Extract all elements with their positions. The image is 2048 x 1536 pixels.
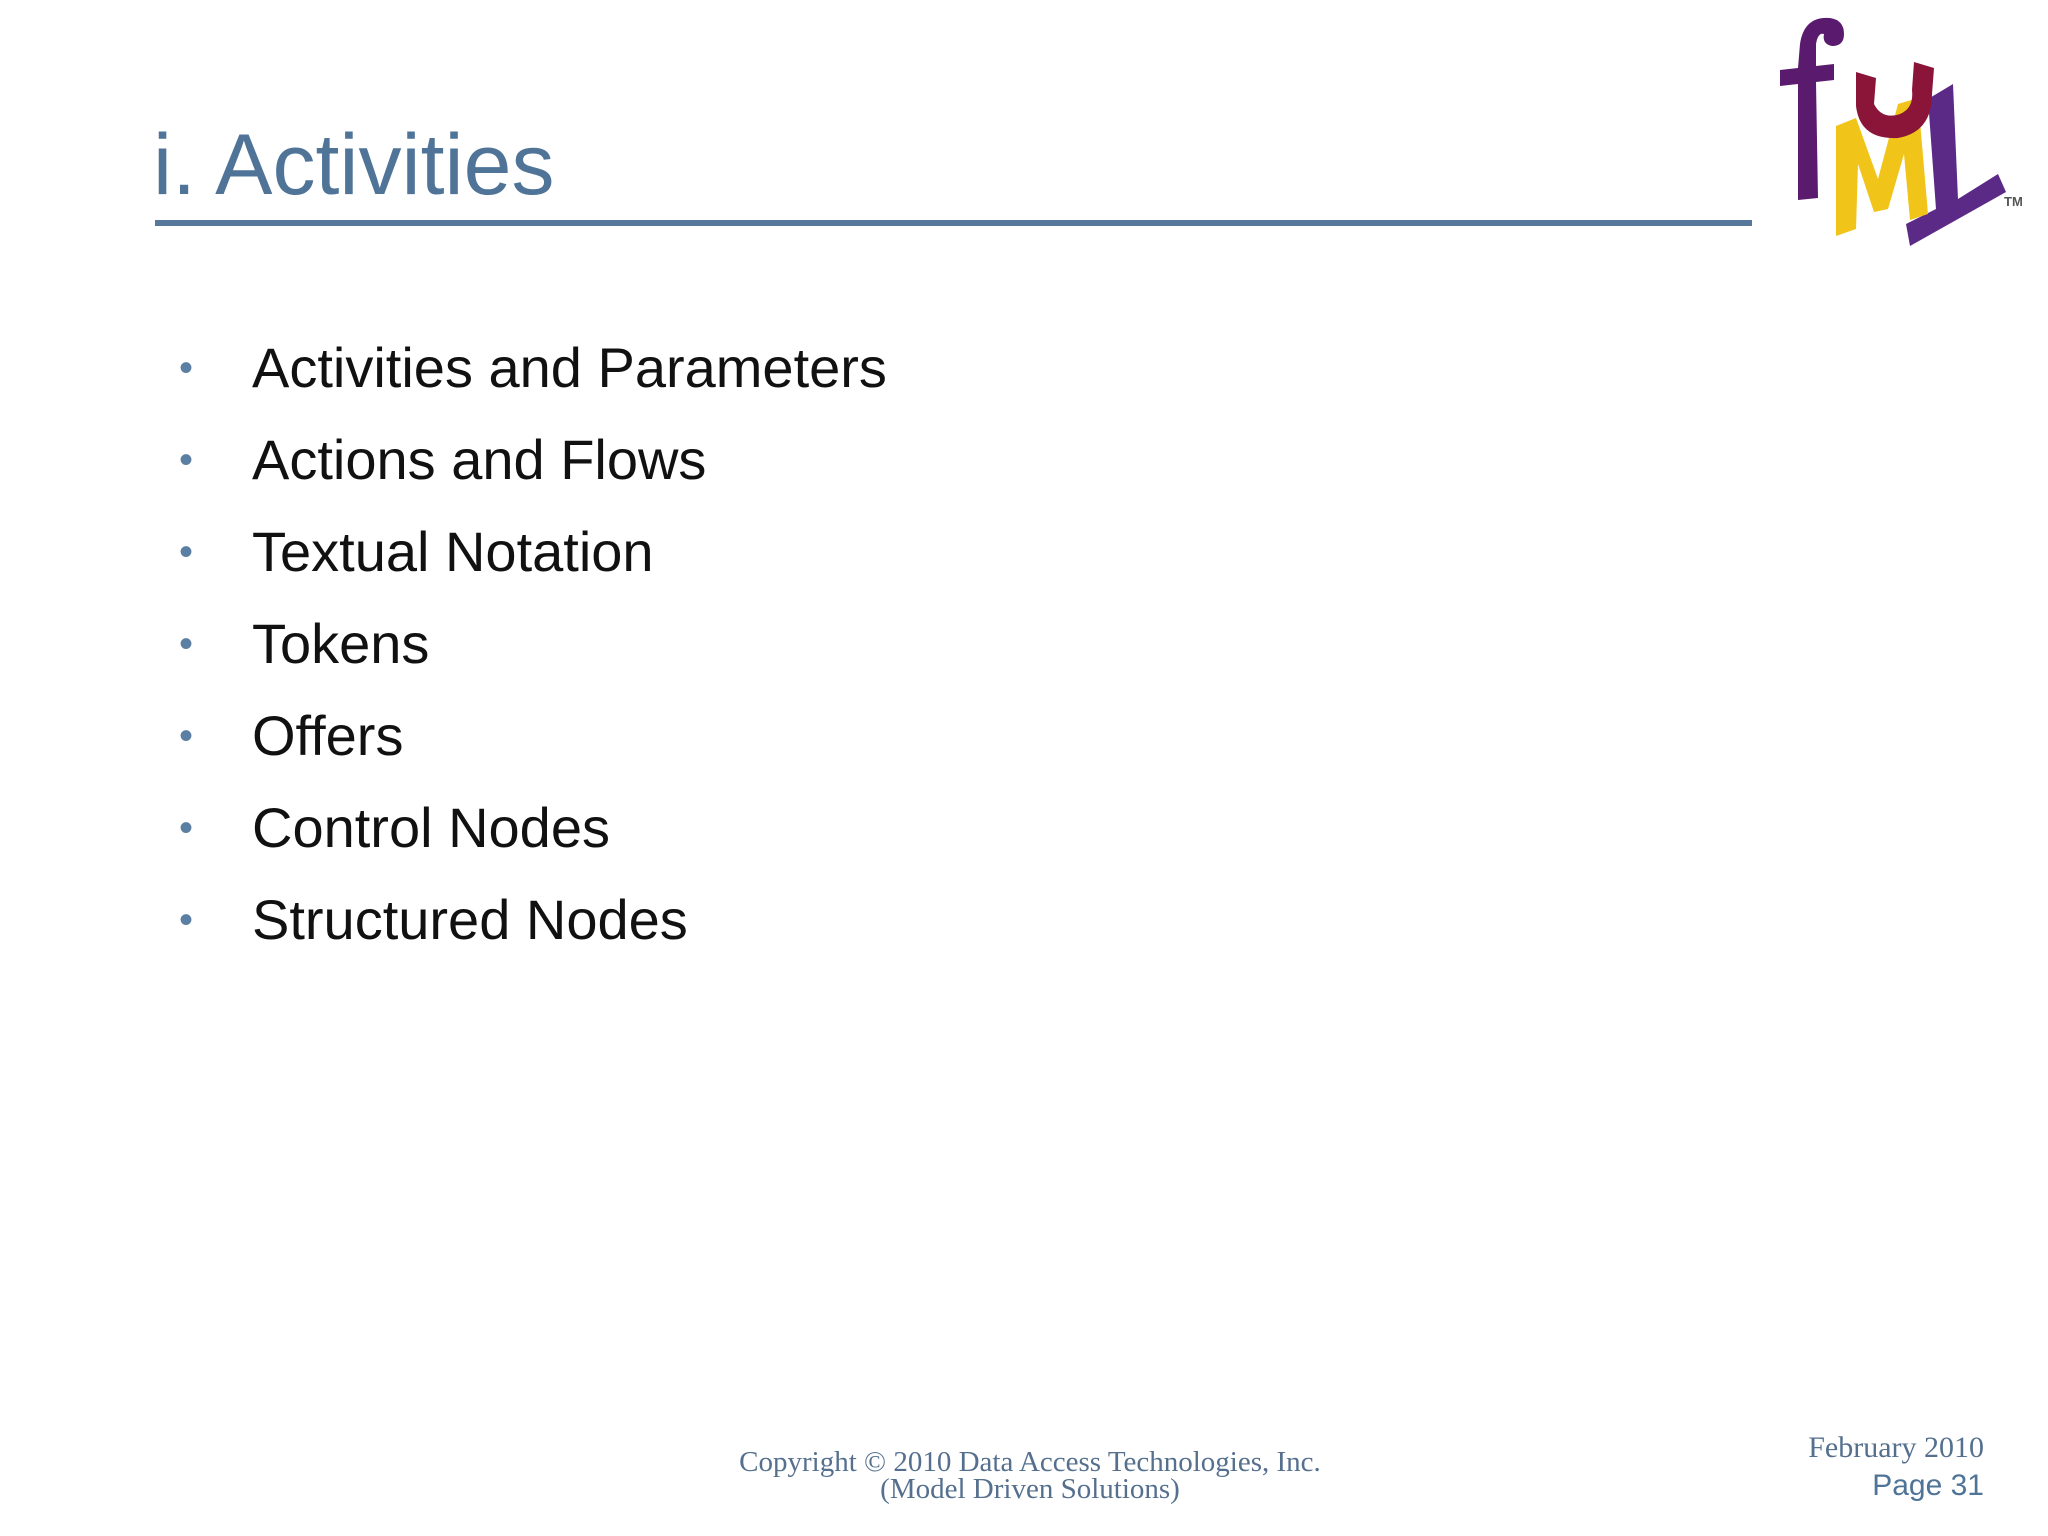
bullet-text: Activities and Parameters (252, 336, 887, 399)
bullet-marker: • (178, 898, 193, 942)
bullet-text: Control Nodes (252, 796, 610, 859)
bullet-marker: • (178, 438, 193, 482)
copyright-line-1: Copyright © 2010 Data Access Technologies, Inc. (739, 1446, 1321, 1478)
bullet-text: Offers (252, 704, 404, 767)
page-number: Page 31 (1872, 1469, 1984, 1502)
bullet-text: Actions and Flows (252, 428, 707, 491)
bullet-marker: • (178, 346, 193, 390)
copyright-notice (690, 1446, 1370, 1505)
footer-date: February 2010 (1808, 1431, 1984, 1464)
bullet-marker: • (178, 530, 193, 574)
bullet-marker: • (178, 806, 193, 850)
slide-title: i. Activities (153, 117, 555, 213)
bullet-text: Textual Notation (252, 520, 654, 583)
bullet-text: Structured Nodes (252, 888, 688, 951)
logo-trademark: TM (2004, 194, 2023, 209)
fuml-logo (1778, 14, 2028, 259)
bullet-marker: • (178, 714, 193, 758)
logo-letter-u (1856, 62, 1934, 138)
logo-letter-f (1780, 18, 1844, 200)
title-underline (155, 220, 1752, 226)
bullet-text: Tokens (252, 612, 430, 675)
bullet-marker: • (178, 622, 193, 666)
copyright-line-2: (Model Driven Solutions) (880, 1473, 1180, 1505)
